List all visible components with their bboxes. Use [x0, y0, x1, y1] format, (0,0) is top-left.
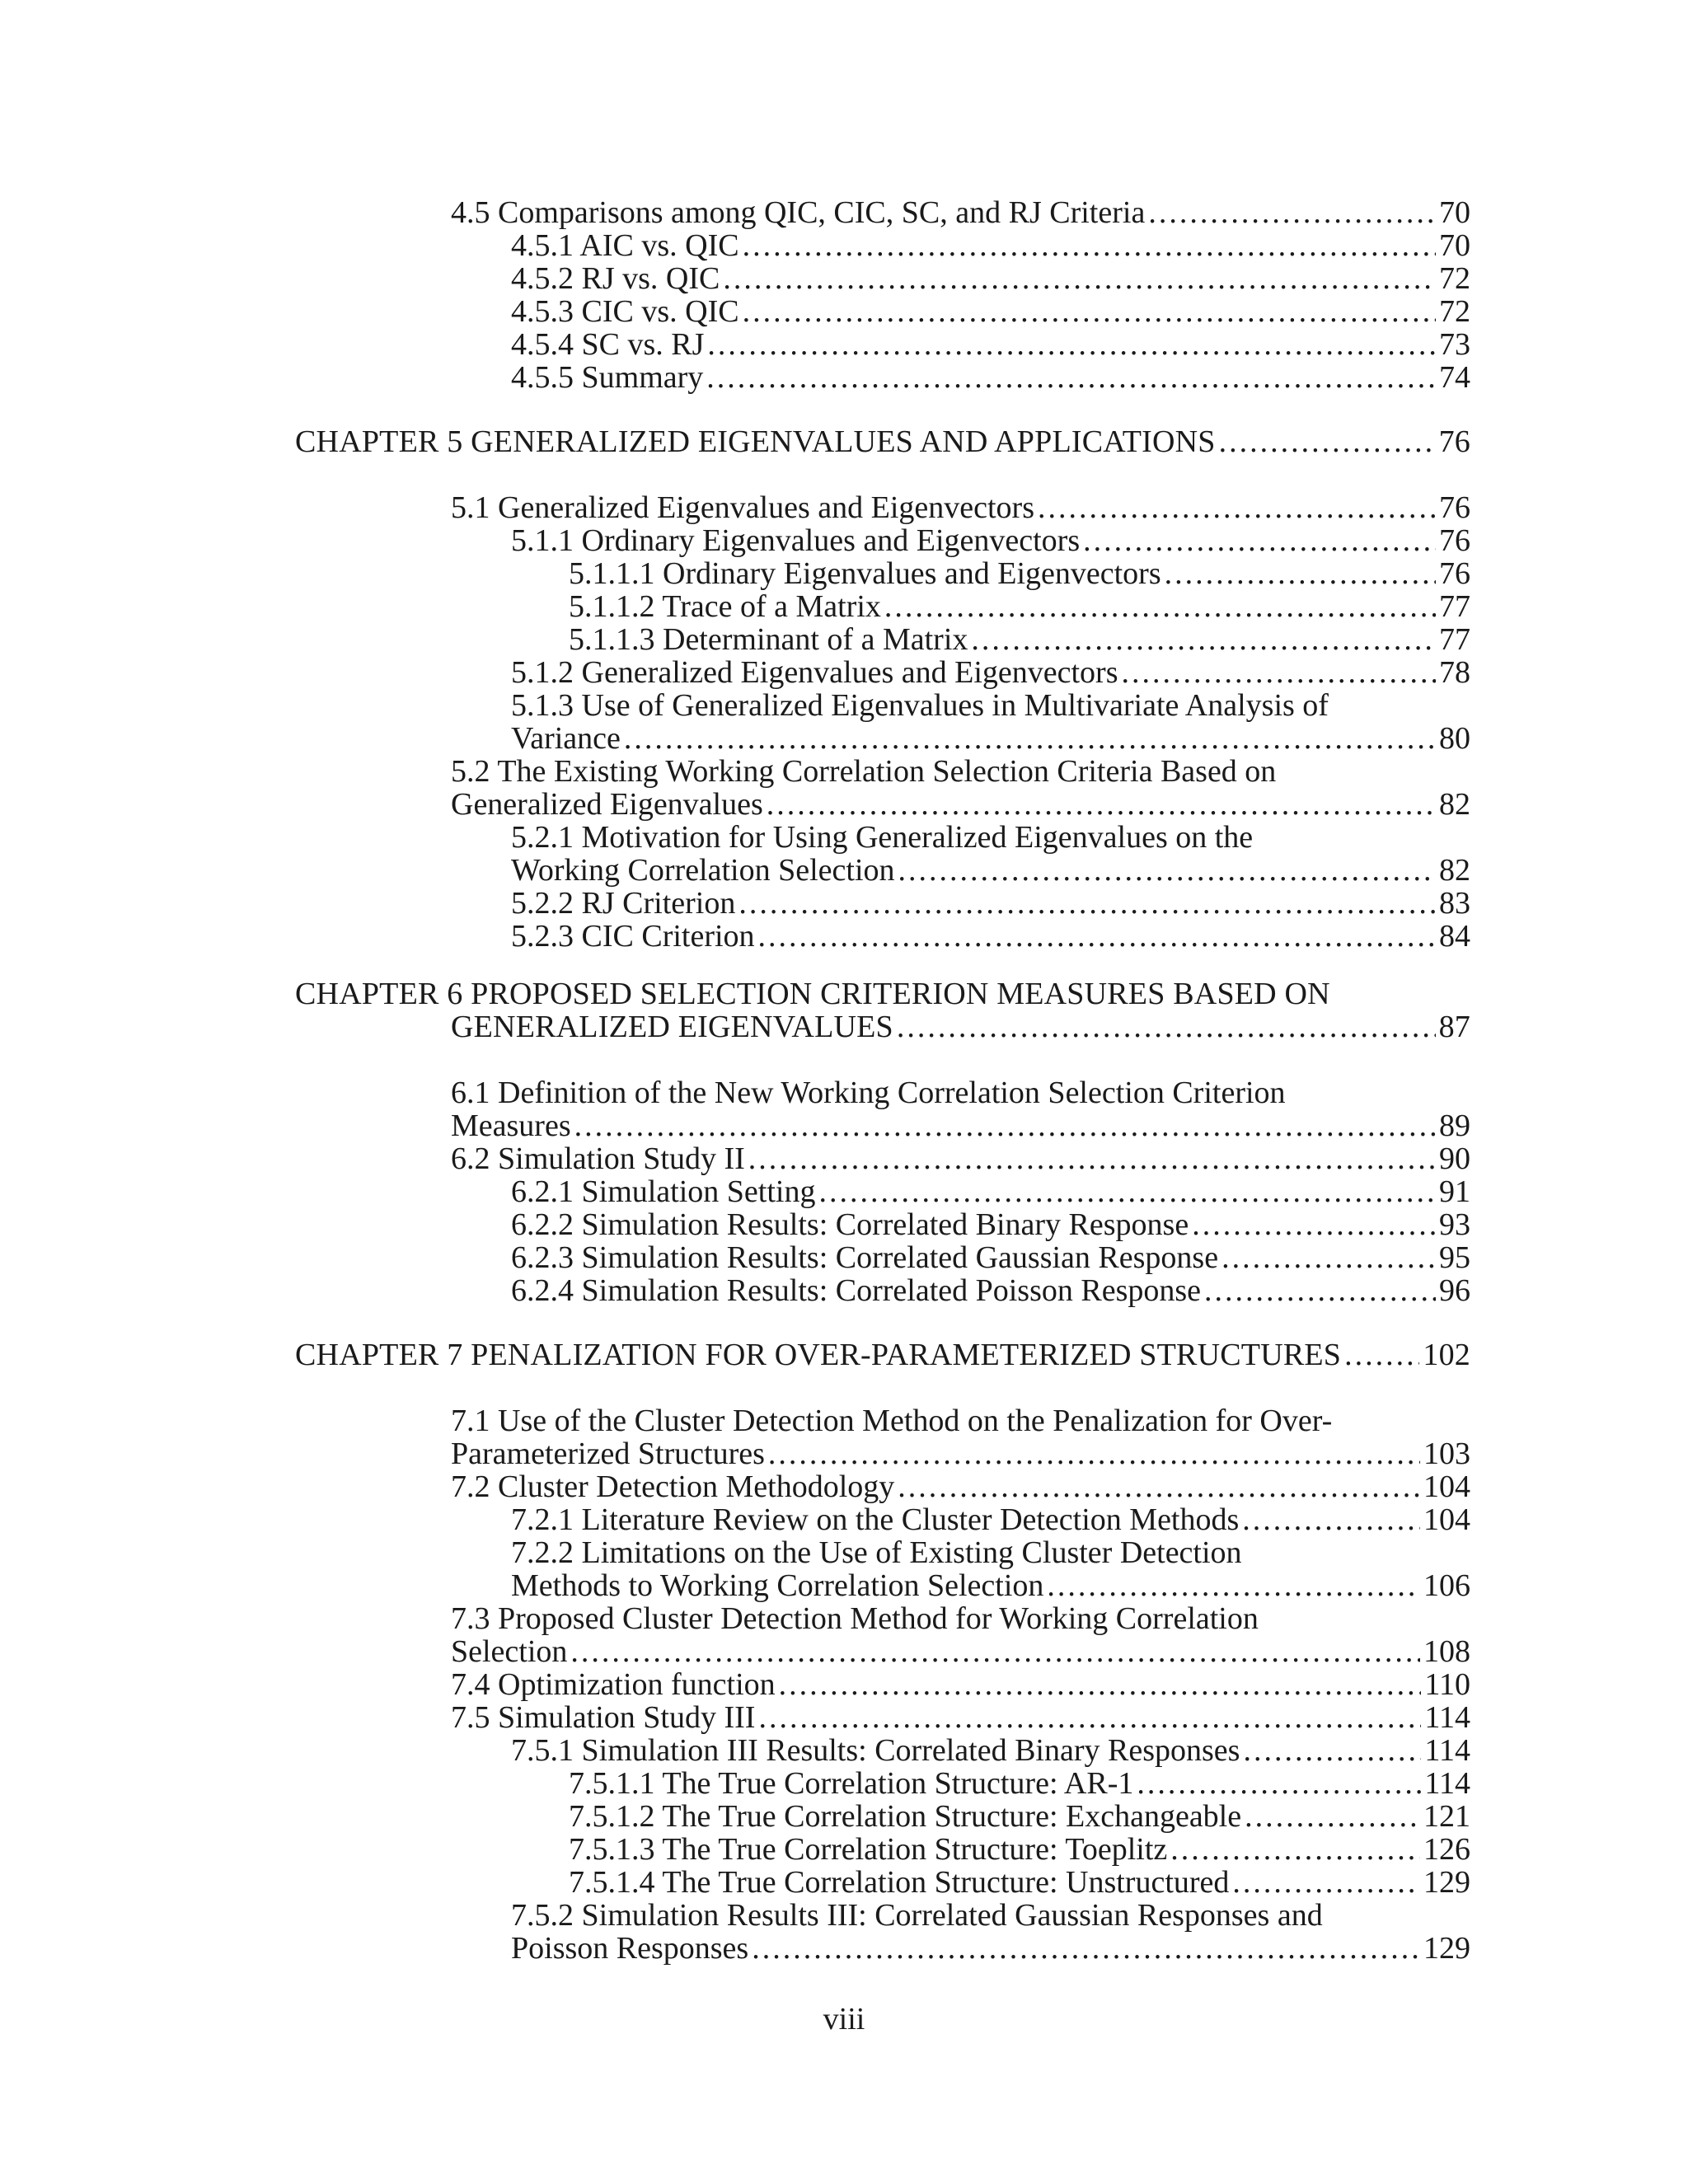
toc-page-number: 82 — [1439, 853, 1470, 888]
toc-leader — [1170, 1833, 1420, 1866]
toc-title: 5.1.2 Generalized Eigenvalues and Eigenvectors — [511, 655, 1118, 690]
toc-title: 5.2.3 CIC Criterion — [511, 919, 755, 954]
toc-entry-5-1-1-2 — [569, 590, 1470, 623]
toc-leader — [1232, 1866, 1420, 1899]
toc-leader — [1245, 1800, 1420, 1833]
toc-title: Poisson Responses — [511, 1931, 749, 1966]
toc-page-number: 114 — [1424, 1766, 1470, 1801]
toc-title: 7.5 Simulation Study III — [451, 1700, 756, 1735]
toc-title: CHAPTER 5 GENERALIZED EIGENVALUES AND APPLICATIONS — [295, 424, 1216, 459]
toc-page-number: 106 — [1423, 1568, 1470, 1603]
toc-entry-7-1-line1: 7.1 Use of the Cluster Detection Method on the Penalization for Over- — [451, 1404, 1333, 1438]
toc-title: Working Correlation Selection — [511, 853, 895, 888]
toc-entry-6-1-line1: 6.1 Definition of the New Working Correlation Selection Criterion — [451, 1076, 1286, 1110]
toc-entry-5-1-3 — [511, 722, 1470, 755]
toc-entry-6-1 — [451, 1109, 1470, 1142]
toc-title: Measures — [451, 1108, 571, 1143]
toc-page-number: 74 — [1439, 360, 1470, 395]
page-number-footer: viii — [823, 2002, 865, 2036]
toc-page-number: 82 — [1439, 787, 1470, 822]
toc-title: CHAPTER 7 PENALIZATION FOR OVER-PARAMETERIZED STRUCTURES — [295, 1338, 1342, 1372]
toc-chapter-7 — [295, 1338, 1470, 1371]
toc-leader — [570, 1635, 1420, 1668]
toc-leader — [768, 1437, 1420, 1470]
toc-page-number: 129 — [1423, 1931, 1470, 1966]
toc-entry-7-3-line1: 7.3 Proposed Cluster Detection Method for Working Correlation — [451, 1601, 1259, 1636]
toc-leader — [752, 1932, 1420, 1965]
toc-entry-7-5-1 — [511, 1734, 1470, 1767]
toc-page-number: 93 — [1439, 1207, 1470, 1242]
toc-title: Generalized Eigenvalues — [451, 787, 763, 822]
toc-page-number: 78 — [1439, 655, 1470, 690]
toc-entry-5-2-3 — [511, 920, 1470, 953]
toc-page-number: 102 — [1423, 1338, 1470, 1372]
toc-leader — [707, 328, 1436, 361]
toc-title: 7.5.1.3 The True Correlation Structure: Toeplitz — [569, 1832, 1168, 1867]
toc-entry-7-5-1-3 — [569, 1833, 1470, 1866]
toc-title: 5.1.1.2 Trace of a Matrix — [569, 589, 881, 624]
toc-page-number: 103 — [1423, 1436, 1470, 1471]
toc-entry-5-2-2 — [511, 887, 1470, 920]
toc-leader — [723, 262, 1436, 295]
toc-leader — [1221, 1241, 1436, 1274]
toc-leader — [897, 1010, 1436, 1043]
toc-title: 6.2.4 Simulation Results: Correlated Poisson Response — [511, 1273, 1202, 1308]
toc-leader — [1047, 1569, 1420, 1602]
toc-page-number: 76 — [1439, 523, 1470, 558]
toc-title: 4.5 Comparisons among QIC, CIC, SC, and RJ Criteria — [451, 195, 1146, 230]
toc-entry-7-5-2-line1: 7.5.2 Simulation Results III: Correlated Gaussian Responses and — [511, 1898, 1323, 1933]
toc-page-number: 96 — [1439, 1273, 1470, 1308]
toc-entry-7-4 — [451, 1668, 1470, 1701]
toc-title: 7.5.1 Simulation III Results: Correlated Binary Responses — [511, 1733, 1240, 1768]
toc-entry-7-5-1-2 — [569, 1800, 1470, 1833]
toc-page-number: 108 — [1423, 1634, 1470, 1669]
toc-title: 4.5.2 RJ vs. QIC — [511, 261, 720, 296]
toc-entry-5-1-1-3 — [569, 623, 1470, 656]
toc-entry-6-2-3 — [511, 1241, 1470, 1274]
toc-leader — [779, 1668, 1422, 1701]
toc-entry-5-2-1-line1: 5.2.1 Motivation for Using Generalized Eigenvalues on the — [511, 820, 1254, 855]
toc-page-number: 72 — [1439, 261, 1470, 296]
toc-title: 4.5.4 SC vs. RJ — [511, 327, 705, 362]
toc-title: Methods to Working Correlation Selection — [511, 1568, 1044, 1603]
toc-title: 6.2.1 Simulation Setting — [511, 1174, 816, 1209]
toc-title: GENERALIZED EIGENVALUES — [451, 1010, 893, 1044]
toc-title: 4.5.5 Summary — [511, 360, 704, 395]
toc-chapter-5 — [295, 425, 1470, 458]
toc-title: 5.1.1.3 Determinant of a Matrix — [569, 622, 968, 657]
toc-page-number: 110 — [1424, 1667, 1470, 1702]
toc-page-number: 84 — [1439, 919, 1470, 954]
toc-title: 6.2 Simulation Study II — [451, 1141, 745, 1176]
toc-page-number: 76 — [1439, 490, 1470, 525]
toc-title: 4.5.1 AIC vs. QIC — [511, 228, 739, 263]
toc-entry-7-5-2 — [511, 1932, 1470, 1965]
toc-page-number: 70 — [1439, 228, 1470, 263]
toc-entry-4-5-3 — [511, 295, 1470, 328]
toc-leader — [1344, 1338, 1419, 1371]
toc-leader — [574, 1109, 1436, 1142]
toc-leader — [1242, 1503, 1420, 1536]
toc-page-number: 80 — [1439, 721, 1470, 756]
toc-entry-6-2-1 — [511, 1175, 1470, 1208]
toc-page-number: 83 — [1439, 886, 1470, 921]
toc-entry-5-1 — [451, 491, 1470, 524]
toc-page-number: 129 — [1423, 1865, 1470, 1900]
toc-page-number: 89 — [1439, 1108, 1470, 1143]
toc-entry-4-5-2 — [511, 262, 1470, 295]
toc-entry-5-2-line1: 5.2 The Existing Working Correlation Selection Criteria Based on — [451, 754, 1277, 789]
toc-entry-7-2 — [451, 1470, 1470, 1503]
toc-leader — [1038, 491, 1436, 524]
toc-entry-6-2-2 — [511, 1208, 1470, 1241]
toc-page-number: 90 — [1439, 1141, 1470, 1176]
toc-leader — [1083, 524, 1436, 557]
toc-page-number: 87 — [1438, 1010, 1470, 1044]
toc-leader — [1165, 557, 1436, 590]
toc-leader — [1137, 1767, 1421, 1800]
toc-leader — [706, 361, 1436, 394]
toc-title: 5.1 Generalized Eigenvalues and Eigenvectors — [451, 490, 1034, 525]
toc-title: 4.5.3 CIC vs. QIC — [511, 294, 739, 329]
toc-entry-4-5-1 — [511, 229, 1470, 262]
toc-leader — [748, 1142, 1436, 1175]
toc-leader — [884, 590, 1436, 623]
toc-entry-4-5 — [451, 196, 1470, 229]
toc-page-number: 72 — [1439, 294, 1470, 329]
toc-entry-5-1-1 — [511, 524, 1470, 557]
toc-title: 7.2 Cluster Detection Methodology — [451, 1469, 895, 1504]
toc-page-number: 70 — [1439, 195, 1470, 230]
toc-title: Selection — [451, 1634, 568, 1669]
toc-leader — [1204, 1274, 1436, 1307]
toc-page-number: 77 — [1439, 622, 1470, 657]
toc-page-number: 121 — [1423, 1799, 1470, 1834]
toc-entry-7-3 — [451, 1635, 1470, 1668]
toc-chapter-6 — [451, 1010, 1470, 1043]
toc-entry-5-1-2 — [511, 656, 1470, 689]
toc-leader — [971, 623, 1436, 656]
toc-leader — [898, 854, 1437, 887]
toc-entry-4-5-5 — [511, 361, 1470, 394]
toc-page-number: 76 — [1438, 424, 1470, 459]
toc-page-number: 91 — [1439, 1174, 1470, 1209]
toc-title: 6.2.2 Simulation Results: Correlated Binary Response — [511, 1207, 1189, 1242]
toc-entry-7-5-1-1 — [569, 1767, 1470, 1800]
toc-entry-5-2 — [451, 788, 1470, 821]
toc-page-number: 76 — [1439, 556, 1470, 591]
toc-leader — [1122, 656, 1437, 689]
toc-entry-7-1 — [451, 1437, 1470, 1470]
toc-title: 6.2.3 Simulation Results: Correlated Gaussian Response — [511, 1240, 1219, 1275]
toc-leader — [1148, 196, 1436, 229]
toc-title: 7.5.1.4 The True Correlation Structure: Unstructured — [569, 1865, 1230, 1900]
toc-leader — [758, 1701, 1421, 1734]
toc-page-number: 114 — [1424, 1733, 1470, 1768]
toc-title: 5.2.2 RJ Criterion — [511, 886, 736, 921]
toc-entry-7-2-2-line1: 7.2.2 Limitations on the Use of Existing Cluster Detection — [511, 1535, 1242, 1570]
toc-title: 7.5.1.2 The True Correlation Structure: Exchangeable — [569, 1799, 1242, 1834]
toc-entry-6-2 — [451, 1142, 1470, 1175]
toc-entry-4-5-4 — [511, 328, 1470, 361]
toc-leader — [743, 295, 1436, 328]
toc-page-number: 114 — [1424, 1700, 1470, 1735]
toc-title: 5.1.1.1 Ordinary Eigenvalues and Eigenvectors — [569, 556, 1161, 591]
toc-leader — [898, 1470, 1420, 1503]
toc-entry-5-1-3-line1: 5.1.3 Use of Generalized Eigenvalues in Multivariate Analysis of — [511, 688, 1329, 723]
toc-page-number: 126 — [1423, 1832, 1470, 1867]
toc-leader — [743, 229, 1436, 262]
toc-title: Parameterized Structures — [451, 1436, 765, 1471]
toc-leader — [758, 920, 1436, 953]
toc-entry-7-2-2 — [511, 1569, 1470, 1602]
toc-page-number: 73 — [1439, 327, 1470, 362]
toc-title: Variance — [511, 721, 621, 756]
toc-title: 5.1.1 Ordinary Eigenvalues and Eigenvectors — [511, 523, 1081, 558]
toc-entry-5-1-1-1 — [569, 557, 1470, 590]
toc-leader — [1219, 425, 1436, 458]
toc-page-number: 95 — [1439, 1240, 1470, 1275]
toc-entry-7-5-1-4 — [569, 1866, 1470, 1899]
toc-leader — [1192, 1208, 1436, 1241]
toc-entry-7-5 — [451, 1701, 1470, 1734]
toc-title: 7.5.1.1 The True Correlation Structure: AR-1 — [569, 1766, 1134, 1801]
toc-page-number: 77 — [1439, 589, 1470, 624]
toc-title: 7.2.1 Literature Review on the Cluster Detection Methods — [511, 1502, 1240, 1537]
toc-leader — [738, 887, 1436, 920]
toc-leader — [1243, 1734, 1421, 1767]
toc-chapter-6-line1: CHAPTER 6 PROPOSED SELECTION CRITERION MEASURES BASED ON — [295, 977, 1330, 1011]
toc-title: 7.4 Optimization function — [451, 1667, 776, 1702]
toc-leader — [767, 788, 1436, 821]
toc-leader — [818, 1175, 1436, 1208]
toc-entry-6-2-4 — [511, 1274, 1470, 1307]
toc-entry-5-2-1 — [511, 854, 1470, 887]
toc-entry-7-2-1 — [511, 1503, 1470, 1536]
toc-page-number: 104 — [1423, 1502, 1470, 1537]
toc-leader — [624, 722, 1436, 755]
toc-page-number: 104 — [1423, 1469, 1470, 1504]
